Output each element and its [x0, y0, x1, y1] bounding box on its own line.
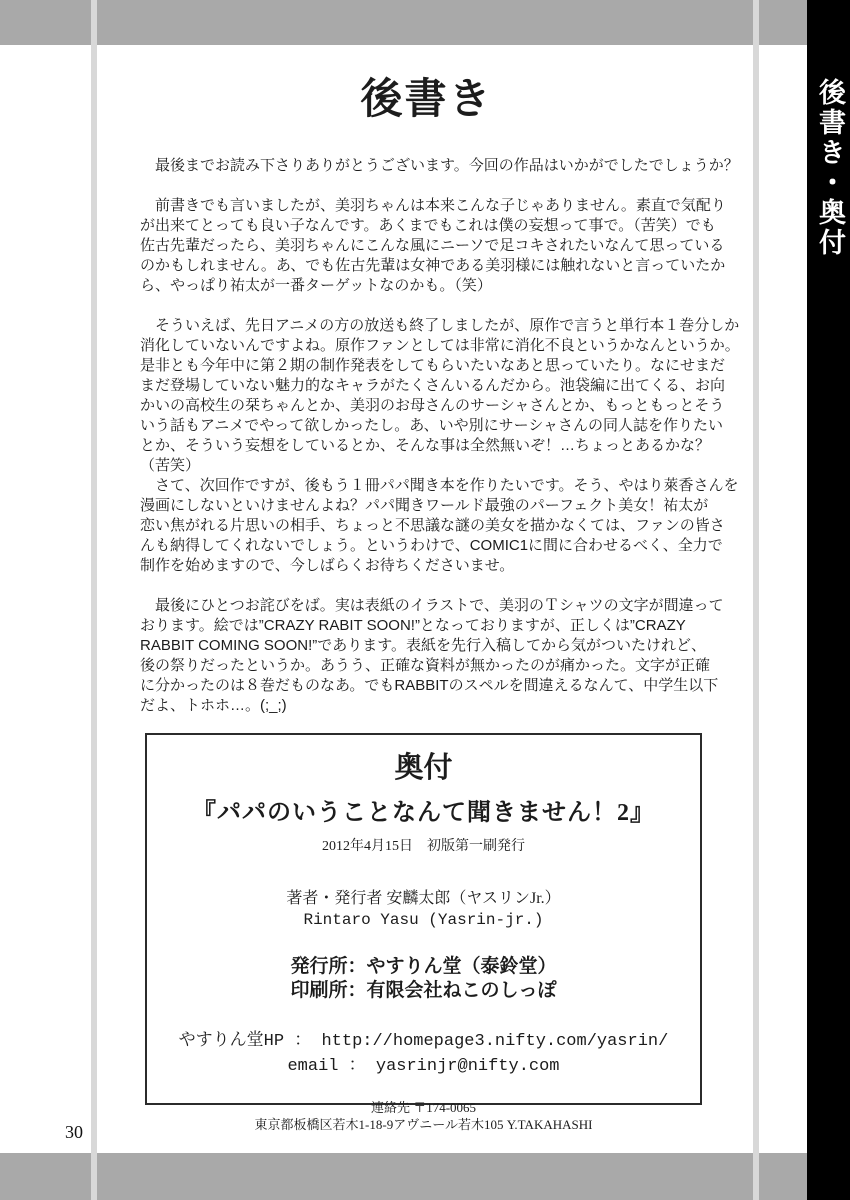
colophon-author-line: 著者・発行者 安麟太郎（ヤスリンJr.）	[286, 890, 561, 907]
colophon-publisher-line: 発行所：やすりん堂（泰鈴堂）	[290, 956, 557, 977]
text-line: とか、そういう妄想をしているとか、そんな事は全然無いぞ！…ちょっとあるかな？	[140, 437, 711, 454]
page-number: 30	[65, 1122, 83, 1142]
text-line: が出来てとっても良い子なんです。あくまでもこれは僕の妄想って事で。（苦笑）でも	[140, 217, 716, 234]
top-border-band	[0, 0, 807, 45]
text-line: 消化していないんですよね。原作ファンとしては非常に消化不良というかなんというか。	[140, 337, 740, 354]
afterword-paragraph	[140, 316, 740, 476]
colophon-address-line: 東京都板橋区若木1-18-9アヴニール若木105 Y.TAKAHASHI	[254, 1117, 593, 1132]
afterword-paragraph	[140, 596, 724, 716]
text-line: まだ登場していない魅力的なキャラがたくさんいるんだから。池袋編に出てくる、お向	[140, 377, 726, 394]
side-tab-label: 後書き・奥付	[815, 78, 845, 258]
text-line: おります。絵では”CRAZY RABIT SOON!”となっておりますが、正しくは”CRAZY	[140, 617, 686, 634]
colophon-email-line: email ： yasrinjr@nifty.com	[287, 1057, 560, 1076]
text-line: 佐古先輩だったら、美羽ちゃんにこんな風にニーソで足コキされたいなんて思っている	[140, 237, 725, 254]
text-line: かいの高校生の栞ちゃんとか、美羽のお母さんのサーシャさんとか、もっともっとそう	[140, 397, 725, 414]
colophon-edition-line: 2012年4月15日 初版第一刷発行	[322, 839, 525, 854]
text-line: のかもしれません。あ、でも佐古先輩は女神である美羽様には触れないと言っていたか	[140, 257, 726, 274]
text-line: さて、次回作ですが、後もう１冊パパ聞き本を作りたいです。そう、やはり萊香さんを	[140, 477, 739, 494]
afterword-title: 後書き	[360, 75, 493, 122]
colophon-web-block	[147, 1029, 700, 1079]
side-tab-bar	[807, 0, 850, 1200]
colophon-printer-line: 印刷所：有限会社ねこのしっぽ	[290, 980, 557, 1001]
text-line: 最後にひとつお詫びをば。実は表紙のイラストで、美羽のＴシャツの文字が間違って	[140, 597, 724, 614]
colophon-box	[145, 733, 702, 1132]
text-line: （苦笑）	[140, 457, 201, 474]
afterword-paragraph	[140, 156, 739, 176]
text-line: に分かったのは８巻だものなあ。でもRABBITのスペルを間違えるなんて、中学生以下	[140, 677, 719, 694]
afterword-paragraphs	[140, 156, 740, 716]
colophon-contact-block	[147, 1099, 700, 1133]
text-line: 後の祭りだったというか。あうう、正確な資料が無かったのが痛かった。文字が正確	[140, 657, 711, 674]
text-line: 是非とも今年中に第２期の制作発表をしてもらいたいなあと思っていたり。なにせまだ	[140, 357, 726, 374]
left-margin-rule	[91, 0, 97, 1200]
text-line: 前書きでも言いましたが、美羽ちゃんは本来こんな子じゃありません。素直で気配り	[140, 197, 726, 214]
colophon-book-title: 『パパのいうことなんて聞きません！2』	[192, 800, 655, 826]
text-line: 制作を始めますので、今しばらくお待ちくださいませ。	[140, 557, 515, 574]
text-line: 漫画にしないといけませんよね？パパ聞きワールド最強のパーフェクト美女！祐太が	[140, 497, 709, 514]
text-line: RABBIT COMING SOON!”であります。表紙を先行入稿してから気がついたけれど、	[140, 637, 707, 654]
text-line: そういえば、先日アニメの方の放送も終了しましたが、原作で言うと単行本１巻分しか	[140, 317, 740, 334]
text-line: いう話もアニメでやって欲しかったし。あ、いや別にサーシャさんの同人誌を作りたい	[140, 417, 724, 434]
colophon-author-romaji: Rintaro Yasu (Yasrin-jr.)	[303, 911, 544, 929]
text-line: んも納得してくれないでしょう。というわけで、COMIC1に間に合わせるべく、全力で	[140, 537, 723, 554]
bottom-border-band	[0, 1153, 807, 1200]
colophon-contact-line: 連絡先 〒174-0065	[370, 1100, 477, 1115]
text-line: だよ、トホホ…。(;_;)	[140, 697, 287, 714]
text-line: 恋い焦がれる片思いの相手、ちょっと不思議な謎の美女を描かなくては、ファンの皆さ	[140, 517, 725, 534]
text-line: 最後までお読み下さりありがとうございます。今回の作品はいかがでしたでしょうか？	[140, 157, 739, 174]
colophon-publisher-block	[290, 955, 556, 1003]
afterword-paragraph	[140, 196, 726, 296]
colophon-website-line: やすりん堂HP ： http://homepage3.nifty.com/yasrin/	[178, 1032, 669, 1051]
text-line: ら、やっぱり祐太が一番ターゲットなのかも。（笑）	[140, 277, 492, 294]
colophon-heading: 奥付	[394, 752, 453, 784]
right-margin-rule	[753, 0, 759, 1200]
afterword-paragraph	[140, 476, 739, 576]
